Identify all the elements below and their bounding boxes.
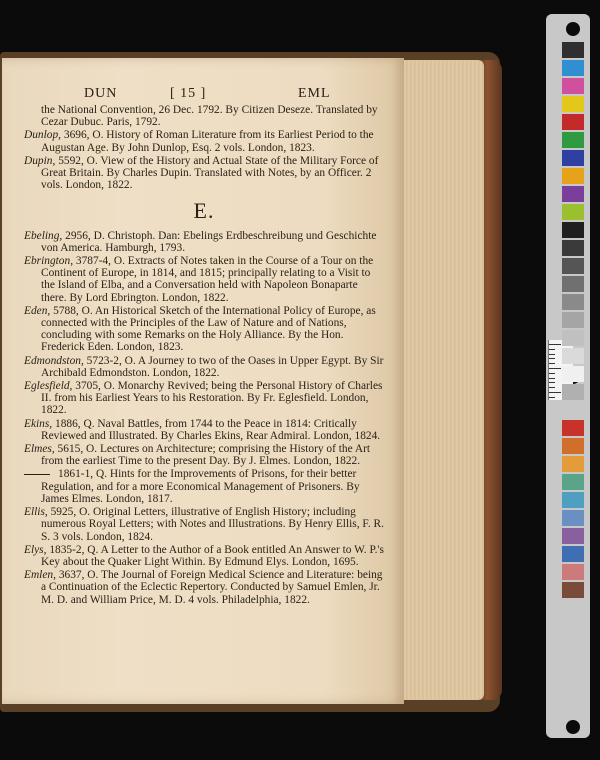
ditto-dash	[24, 474, 50, 475]
color-swatch	[562, 240, 584, 256]
color-swatch	[562, 132, 584, 148]
catalog-entry	[24, 544, 384, 568]
entry-text: 3637, O. The Journal of Foreign Medical Science and Literature: being a Continuation of the Eclectic Repertory. Conducted by Samuel Emlen, Jr. M. D. and William Price, M. D. 4 vols. Philadelphia, 1822.	[41, 569, 383, 606]
color-swatch	[562, 528, 584, 544]
color-swatch	[562, 330, 584, 346]
catalog-entry	[24, 155, 384, 192]
page-number: [ 15 ]	[170, 86, 207, 101]
ruler-hole-bottom	[566, 720, 580, 734]
scale-tick	[549, 354, 555, 355]
entries-top	[24, 104, 384, 191]
scale-tick	[549, 382, 555, 383]
catalog-entry	[24, 305, 384, 354]
entry-author: Edmondston,	[24, 354, 84, 367]
scale-tick	[549, 363, 555, 364]
section-letter: E.	[193, 198, 215, 224]
color-swatch	[562, 42, 584, 58]
scale-tick	[549, 392, 561, 393]
entry-text: the National Convention, 26 Dec. 1792. By Citizen Deseze. Translated by Cezar Dubuc. Paris, 1792.	[41, 104, 378, 129]
catalog-entry	[24, 380, 384, 417]
header-right-word: EML	[298, 86, 331, 101]
entry-text: 2956, D. Christoph. Dan: Ebelings Erdbeschreibung und Geschichte von America. Hamburgh, 1793.	[41, 229, 377, 254]
color-swatch	[562, 60, 584, 76]
color-swatch	[562, 492, 584, 508]
entry-author: Dunlop,	[24, 129, 62, 142]
entry-author: Dupin,	[24, 154, 56, 167]
catalog-entry	[24, 355, 384, 379]
scale-tick	[549, 387, 555, 388]
color-swatch	[562, 186, 584, 202]
scale-tick	[549, 358, 555, 359]
color-swatch	[562, 510, 584, 526]
entry-author: Eglesfield,	[24, 380, 73, 393]
color-swatch	[562, 420, 584, 436]
scale-tick	[549, 349, 555, 350]
header-left-word: DUN	[84, 86, 118, 101]
catalog-entry	[24, 569, 384, 606]
color-swatch	[562, 294, 584, 310]
entries-e	[24, 230, 384, 606]
color-swatch	[562, 114, 584, 130]
catalog-entry	[24, 418, 384, 442]
scale-tick	[549, 373, 555, 374]
entry-author: Ebrington,	[24, 255, 74, 268]
entry-author: Elys,	[24, 543, 47, 556]
entry-text: 5592, O. View of the History and Actual State of the Military Force of Great Britain. By Charles Dupin. Translated with Notes, by an Officer. 2 vols. London, 1822.	[41, 154, 379, 192]
scale-tick	[549, 378, 555, 379]
entry-author: Ellis,	[24, 506, 48, 519]
scale-tick	[549, 368, 561, 369]
page-edges	[392, 60, 484, 700]
color-swatch	[562, 456, 584, 472]
entry-author: Ekins,	[24, 417, 53, 430]
entry-text: 3787-4, O. Extracts of Notes taken in the Course of a Tour on the Continent of Europe, in 1814, and 1815; principally relating to a Visit to the Island of Elba, and a Conversation held with Napoleon Bonaparte there. By Lord Ebrington. London, 1822.	[41, 255, 374, 304]
entry-author: Eden,	[24, 304, 51, 317]
catalog-entry	[24, 129, 384, 153]
color-swatch	[562, 96, 584, 112]
color-swatch	[562, 438, 584, 454]
color-swatch	[562, 564, 584, 580]
color-swatch	[562, 258, 584, 274]
catalog-entry	[24, 255, 384, 304]
color-swatch	[562, 582, 584, 598]
catalog-entry	[24, 506, 384, 543]
entry-author: Ebeling,	[24, 229, 63, 242]
color-swatch	[562, 150, 584, 166]
color-swatch	[562, 168, 584, 184]
page-text	[24, 104, 384, 607]
entry-text: 1835-2, Q. A Letter to the Author of a Book entitled An Answer to W. P.'s Key about the Quaker Light Within. By Edmund Elys. London, 1695.	[41, 543, 384, 568]
entry-author: Emlen,	[24, 569, 56, 582]
color-swatch	[562, 348, 584, 364]
color-swatch	[562, 546, 584, 562]
entry-text: 3696, O. History of Roman Literature from its Earliest Period to the Augustan Age. By John Dunlop, Esq. 2 vols. London, 1823.	[41, 129, 374, 154]
entry-text: 5723-2, O. A Journey to two of the Oases in Upper Egypt. By Sir Archibald Edmondston. London, 1822.	[41, 354, 384, 379]
scale-tick	[549, 397, 555, 398]
color-swatch	[562, 384, 584, 400]
entry-text: 3705, O. Monarchy Revived; being the Personal History of Charles II. from his Earliest Years to his Restoration. By Fr. Eglesfield. London, 1822.	[41, 380, 383, 417]
ruler-hole-top	[566, 22, 580, 36]
catalog-entry	[24, 468, 384, 505]
catalog-entry	[24, 443, 384, 467]
entry-text: 5925, O. Original Letters, illustrative of English History; including numerous Royal Letters; with Notes and Illustrations. By Henry Ellis, F. R. S. 3 vols. London, 1824.	[41, 506, 384, 543]
catalog-entry	[24, 230, 384, 254]
color-swatch	[562, 222, 584, 238]
entry-text: 1886, Q. Naval Battles, from 1744 to the Peace in 1814: Critically Reviewed and Illustrated. By Charles Ekins, Rear Admiral. London, 1824.	[41, 417, 381, 442]
entry-author: Elmes,	[24, 443, 55, 456]
entry-text: 1861-1, Q. Hints for the Improvements of Prisons, for their better Regulation, and for a more Economical Management of Prisoners. By James Elmes. London, 1817.	[41, 468, 360, 505]
color-swatch	[562, 474, 584, 490]
entry-text: 5788, O. An Historical Sketch of the International Policy of Europe, as connected with the Principles of the Law of Nature and of Nations, concluding with some Remarks on the Holy Alliance. By the Hon. Frederick Eden. London, 1823.	[41, 304, 376, 354]
scale-tick	[549, 344, 561, 345]
color-swatch	[562, 312, 584, 328]
catalog-entry	[24, 104, 384, 128]
color-swatch	[562, 78, 584, 94]
entry-text: 5615, O. Lectures on Architecture; comprising the History of the Art from the earliest Time to the present Day. By J. Elmes. London, 1822.	[41, 443, 371, 468]
color-swatch	[562, 366, 584, 382]
color-swatch	[562, 204, 584, 220]
color-swatch	[562, 276, 584, 292]
